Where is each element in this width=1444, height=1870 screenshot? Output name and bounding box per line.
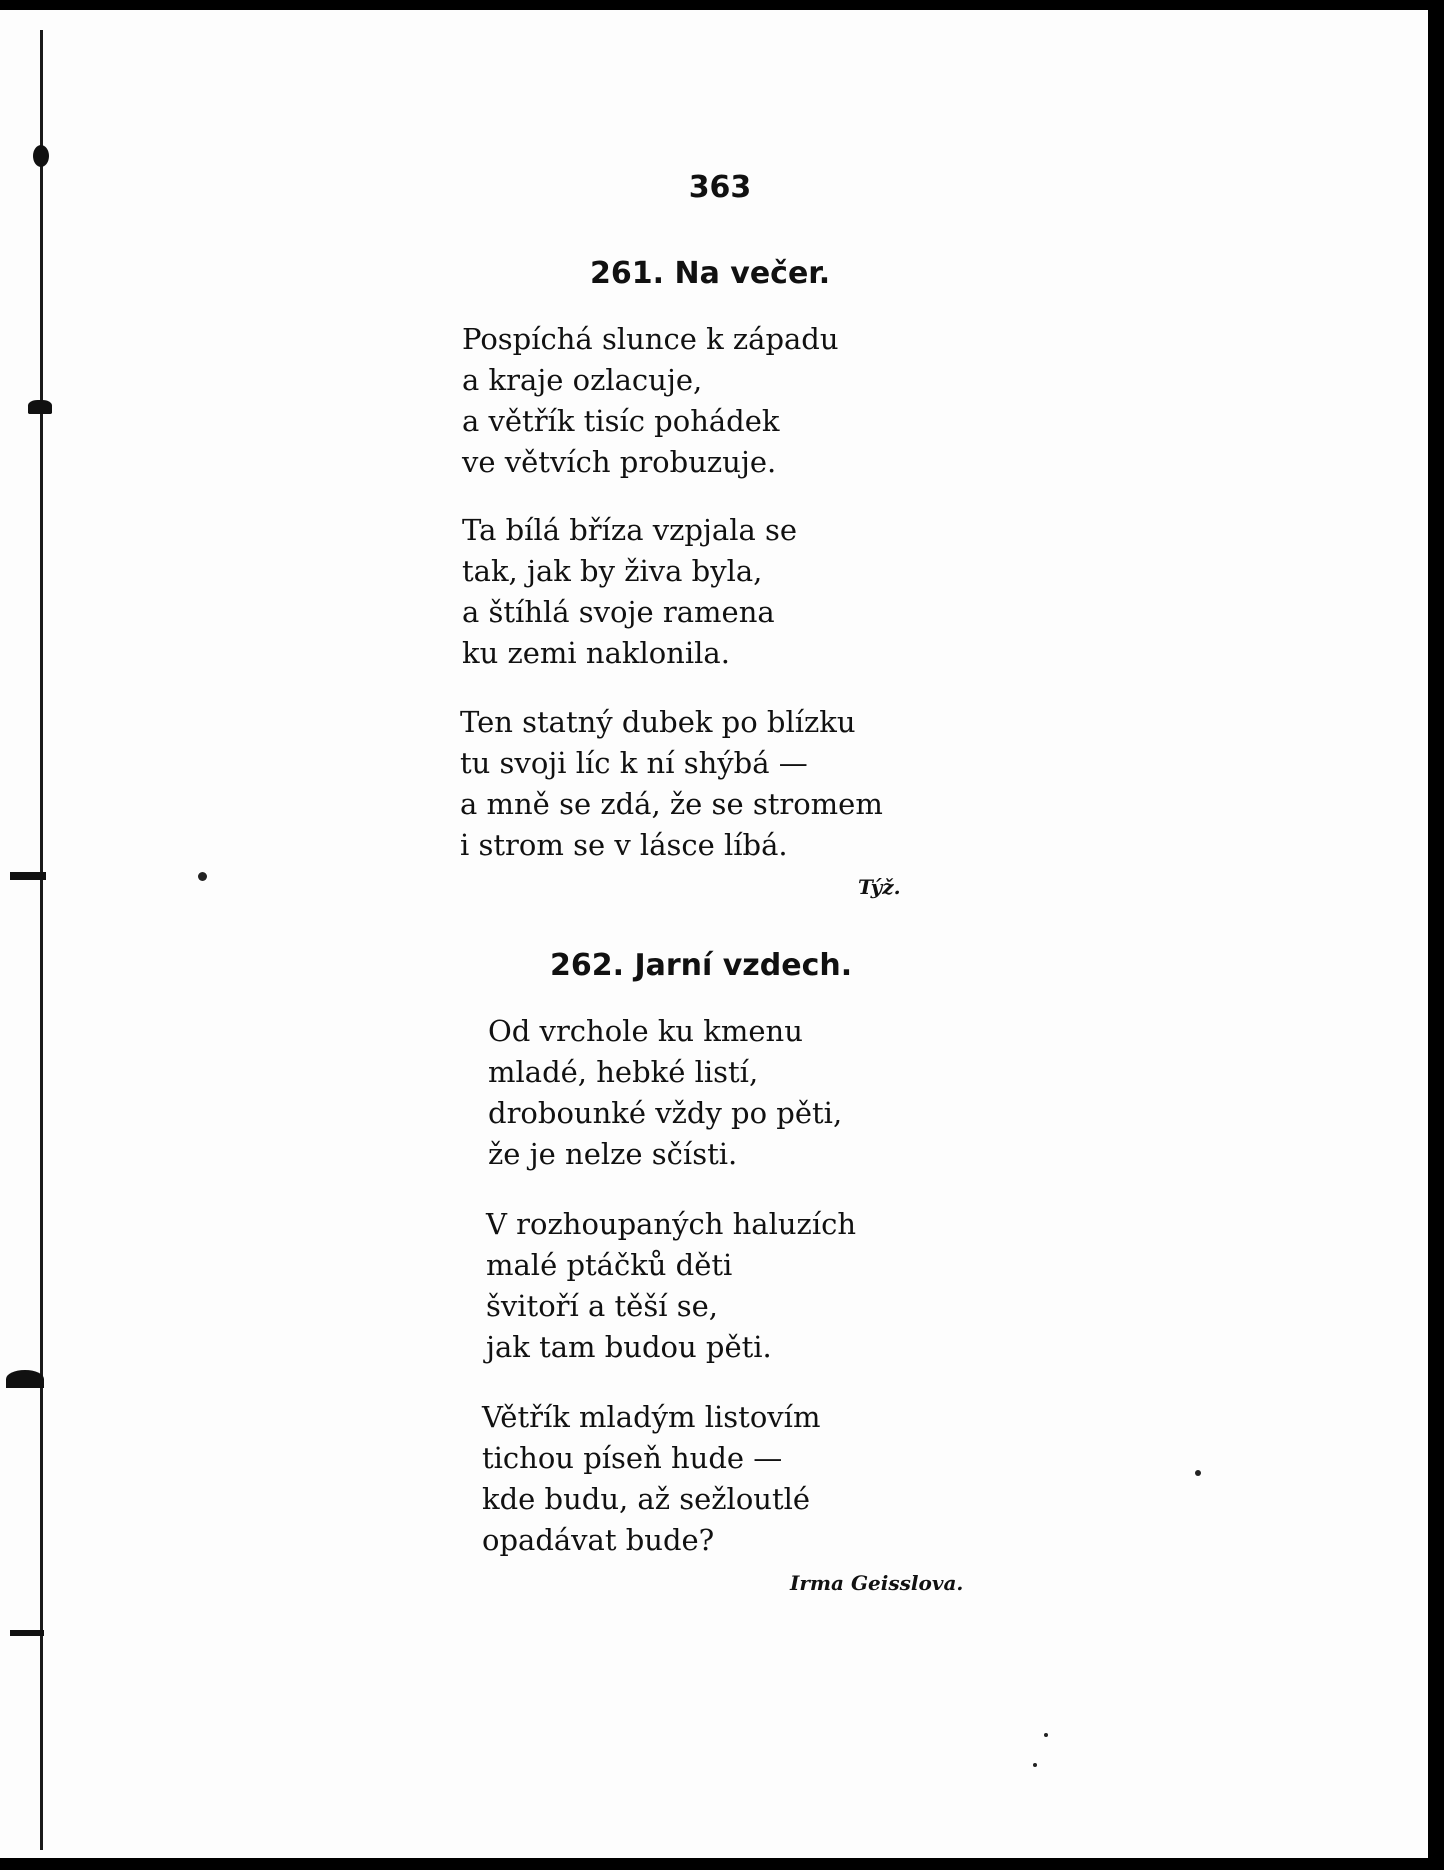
verse-line: Ta bílá bříza vzpjala se xyxy=(462,513,798,547)
verse-line: Ten statný dubek po blízku xyxy=(460,705,856,739)
verse-line: a štíhlá svoje ramena xyxy=(462,595,775,629)
verse-line: ve větvích probuzuje. xyxy=(462,445,777,479)
verse-line: tak, jak by živa byla, xyxy=(462,554,763,588)
verse-line: i strom se v lásce líbá. xyxy=(460,828,788,862)
verse-line: tichou píseň hude — xyxy=(482,1441,783,1475)
verse-line: mladé, hebké listí, xyxy=(488,1055,759,1089)
stanza xyxy=(462,319,839,483)
verse-line: že je nelze sčísti. xyxy=(488,1137,738,1171)
verse-line: a větřík tisíc pohádek xyxy=(462,404,780,438)
poem-title: 262. Jarní vzdech. xyxy=(550,948,853,983)
verse-line: drobounké vždy po pěti, xyxy=(488,1096,843,1130)
verse-line: malé ptáčků děti xyxy=(486,1248,733,1282)
verse-line: opadávat bude? xyxy=(482,1523,715,1557)
poem-author: Irma Geisslova. xyxy=(790,1571,964,1595)
binding-stitch xyxy=(6,1370,44,1388)
stanza xyxy=(482,1397,820,1561)
speck xyxy=(1044,1733,1048,1737)
binding-stitch xyxy=(33,145,49,167)
verse-line: a mně se zdá, že se stromem xyxy=(460,787,883,821)
verse-line: a kraje ozlacuje, xyxy=(462,363,703,397)
binding-stitch xyxy=(10,872,46,880)
speck xyxy=(1033,1763,1037,1767)
stanza xyxy=(460,702,883,866)
verse-line: Pospíchá slunce k západu xyxy=(462,322,839,356)
poem-author: Týž. xyxy=(858,875,901,899)
book-spine xyxy=(40,30,43,1850)
verse-line: kde budu, až sežloutlé xyxy=(482,1482,811,1516)
speck xyxy=(1195,1470,1201,1476)
verse-line: Větřík mladým listovím xyxy=(482,1400,821,1434)
verse-line: jak tam budou pěti. xyxy=(486,1330,772,1364)
binding-stitch xyxy=(28,400,52,414)
stanza xyxy=(488,1011,842,1175)
stanza xyxy=(462,510,797,674)
speck xyxy=(198,872,207,881)
poem-title: 261. Na večer. xyxy=(590,256,831,291)
verse-line: tu svoji líc k ní shýbá — xyxy=(460,746,808,780)
page-number: 363 xyxy=(688,170,752,205)
verse-line: ku zemi naklonila. xyxy=(462,636,730,670)
stanza xyxy=(486,1204,856,1368)
book-page xyxy=(0,10,1428,1858)
binding-stitch xyxy=(10,1630,44,1636)
verse-line: švitoří a těší se, xyxy=(486,1289,718,1323)
verse-line: V rozhoupaných haluzích xyxy=(486,1207,857,1241)
verse-line: Od vrchole ku kmenu xyxy=(488,1014,803,1048)
